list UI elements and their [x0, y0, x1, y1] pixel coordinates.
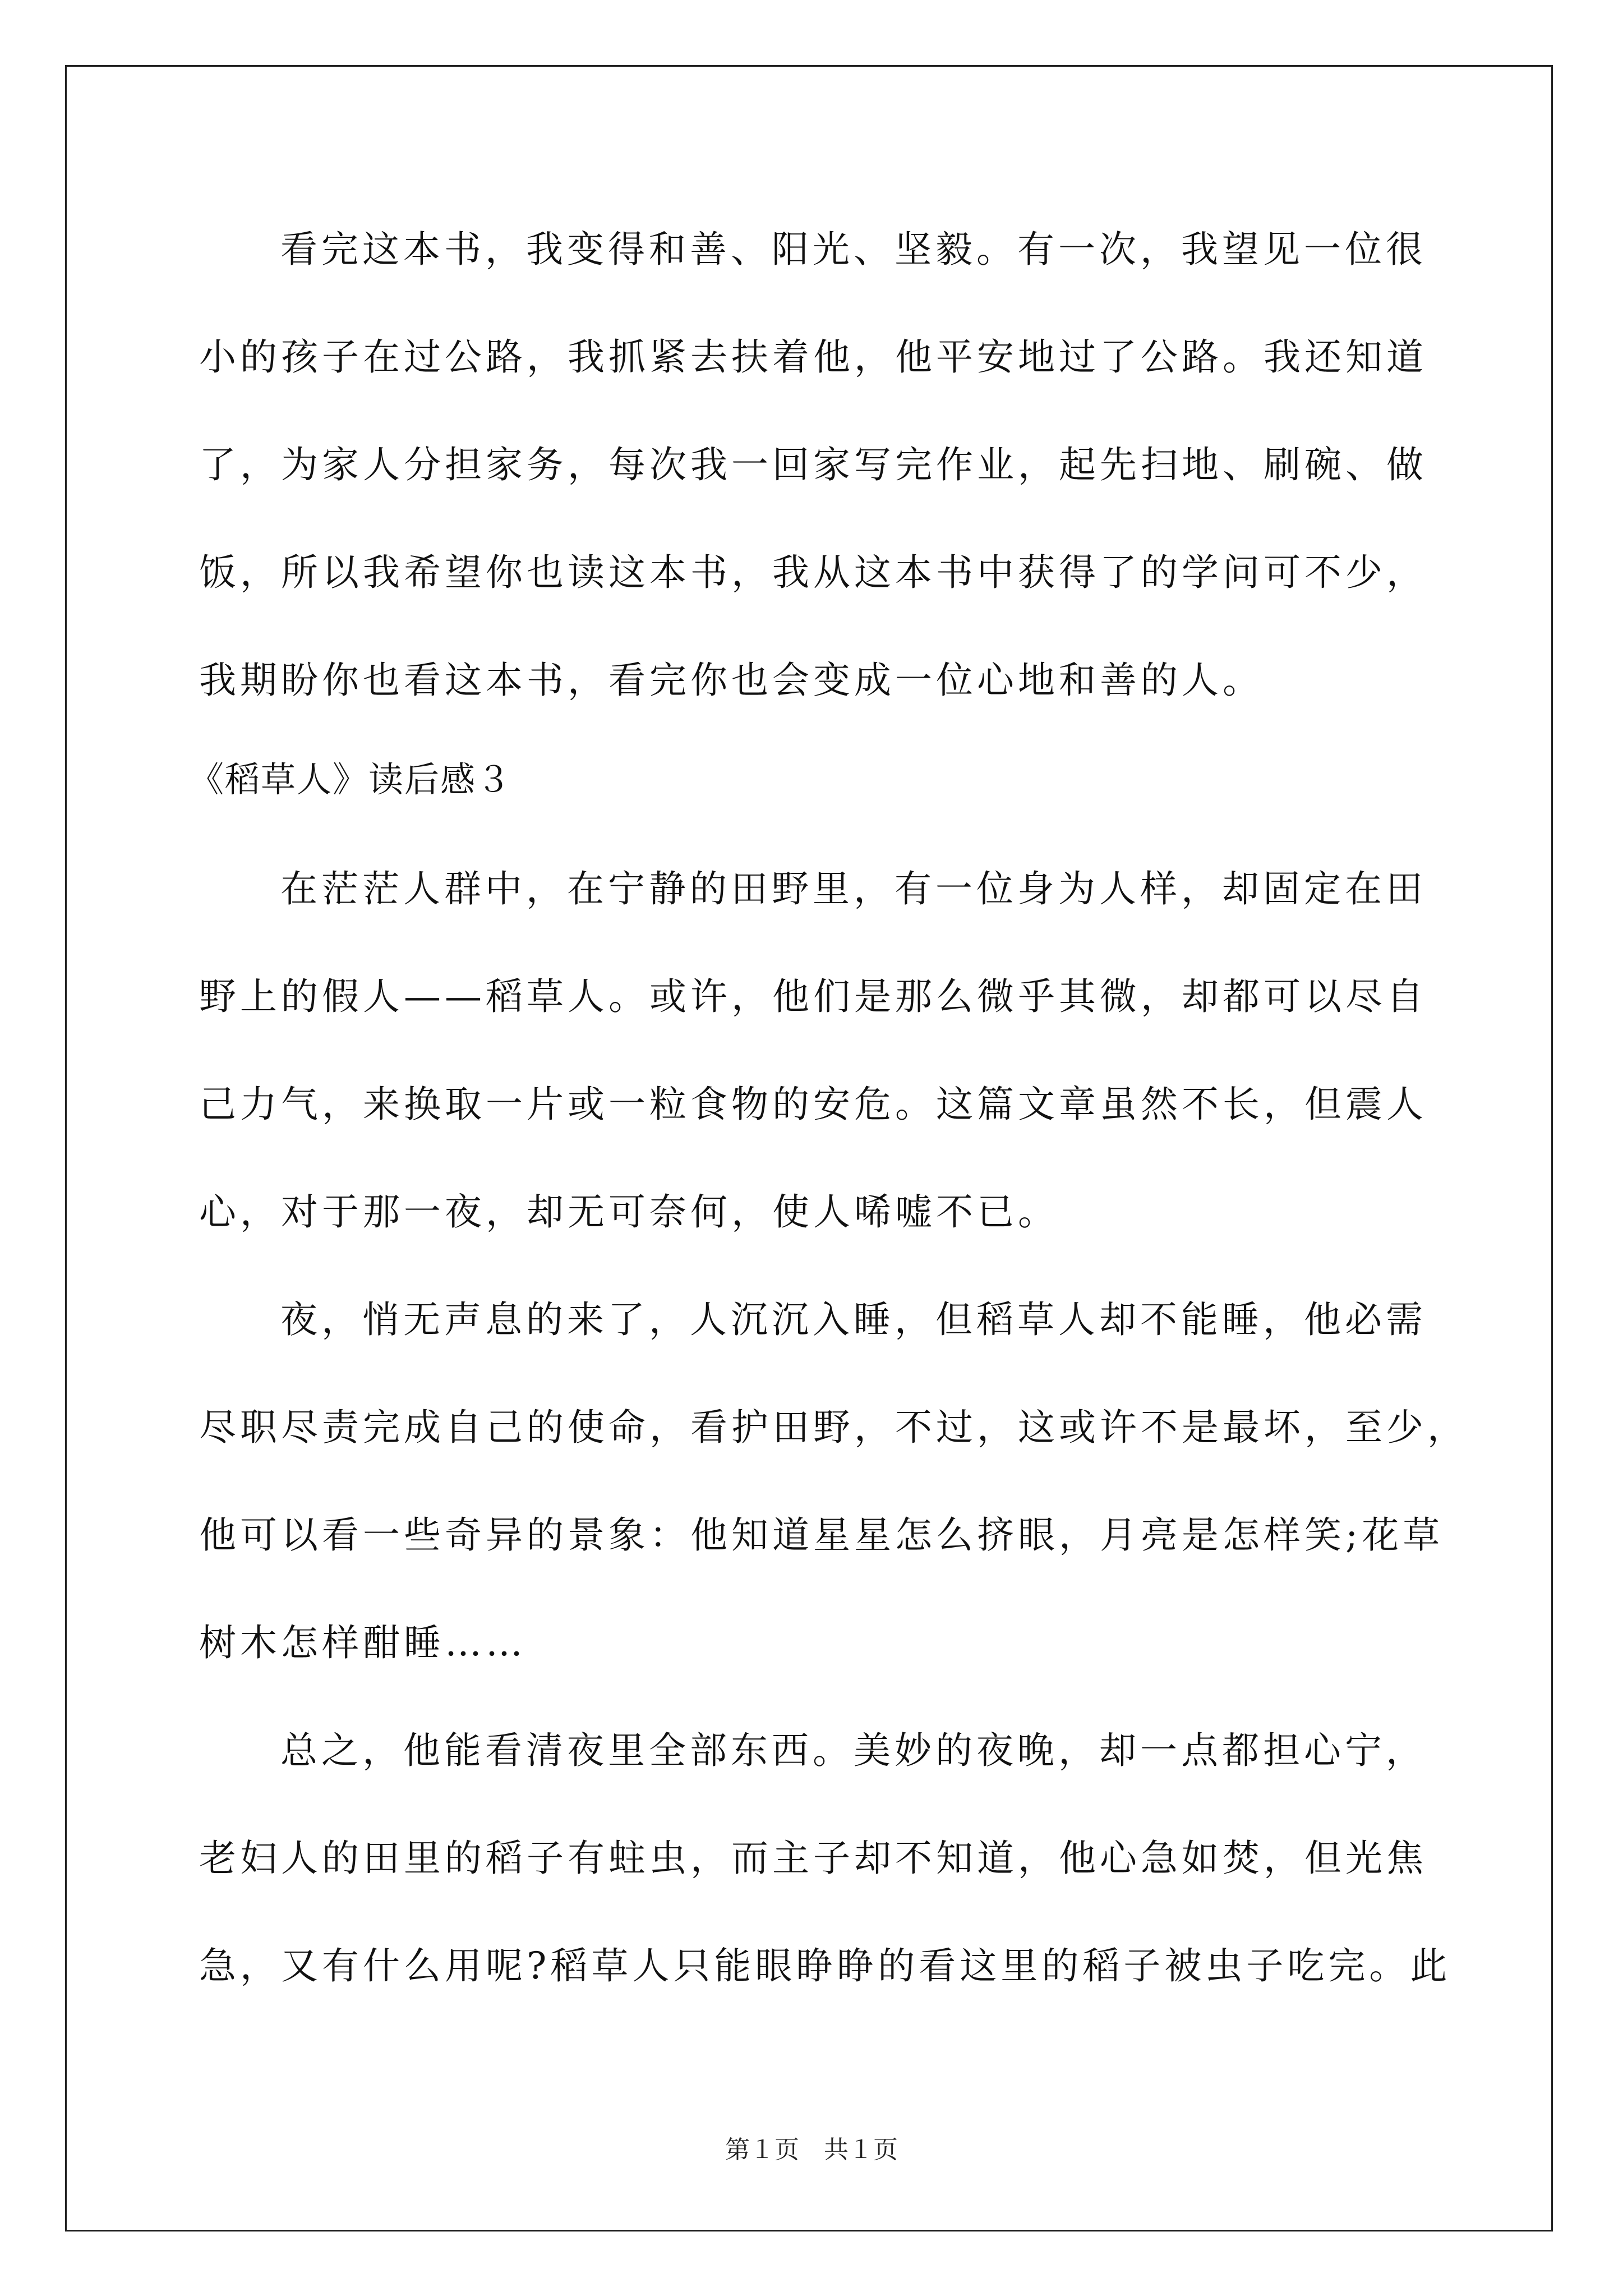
- paragraph-line: 心，对于那一夜，却无可奈何，使人唏嘘不已。: [199, 1190, 1059, 1234]
- paragraph-line: 了，为家人分担家务，每次我一回家写完作业，起先扫地、刷碗、做: [199, 443, 1427, 486]
- page-number-footer: 第１页 共１页: [725, 2136, 898, 2164]
- paragraph-line: 野上的假人——稻草人。或许，他们是那么微乎其微，却都可以尽自: [199, 975, 1427, 1018]
- paragraph-line: 夜，悄无声息的来了，人沉沉入睡，但稻草人却不能睡，他必需: [280, 1298, 1427, 1341]
- paragraph-line: 我期盼你也看这本书，看完你也会变成一位心地和善的人。: [199, 659, 1264, 702]
- paragraph-line: 急，又有什么用呢?稻草人只能眼睁睁的看这里的稻子被虫子吃完。此: [199, 1944, 1451, 1987]
- paragraph-line: 树木怎样酣睡……: [199, 1621, 527, 1664]
- paragraph-line: 尽职尽责完成自己的使命，看护田野，不过，这或许不是最坏，至少，: [199, 1406, 1468, 1449]
- paragraph-line: 己力气，来换取一片或一粒食物的安危。这篇文章虽然不长，但震人: [199, 1083, 1427, 1126]
- paragraph-line: 小的孩子在过公路，我抓紧去扶着他，他平安地过了公路。我还知道: [199, 335, 1427, 379]
- paragraph-line: 看完这本书，我变得和善、阳光、坚毅。有一次，我望见一位很: [280, 228, 1427, 271]
- paragraph-line: 他可以看一些奇异的景象：他知道星星怎么挤眼，月亮是怎样笑;花草: [199, 1513, 1444, 1557]
- paragraph-line: 饭，所以我希望你也读这本书，我从这本书中获得了的学问可不少，: [199, 551, 1427, 594]
- paragraph-line: 老妇人的田里的稻子有蛀虫，而主子却不知道，他心急如焚，但光焦: [199, 1837, 1427, 1880]
- section-heading: 《稻草人》读后感３: [189, 759, 513, 800]
- paragraph-line: 在茫茫人群中，在宁静的田野里，有一位身为人样，却固定在田: [280, 867, 1427, 910]
- paragraph-line: 总之，他能看清夜里全部东西。美妙的夜晚，却一点都担心宁，: [280, 1729, 1427, 1772]
